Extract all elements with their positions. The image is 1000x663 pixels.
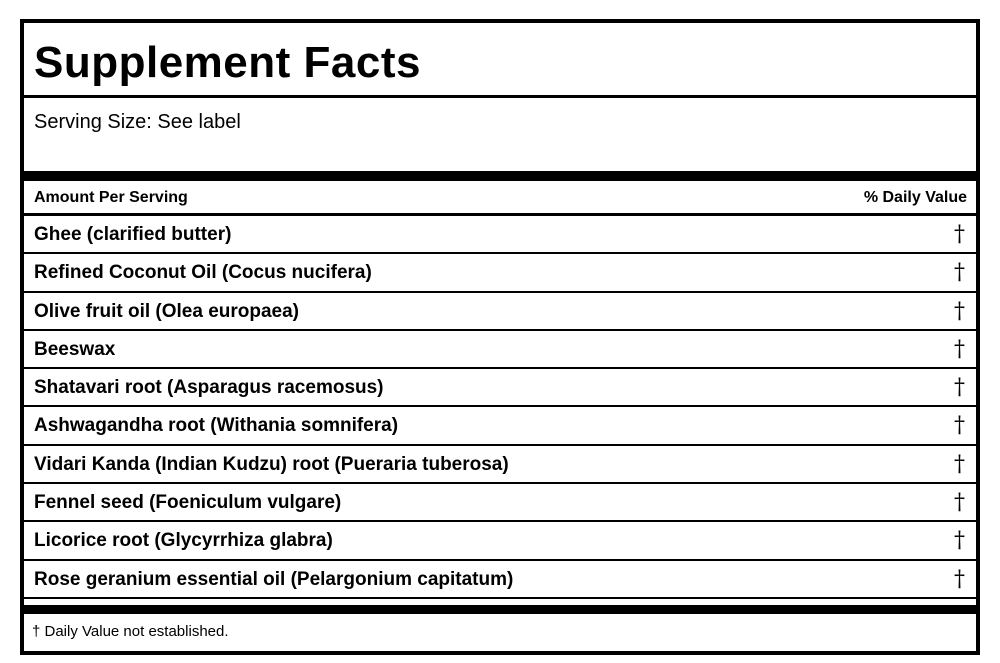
dagger-symbol: † bbox=[954, 222, 965, 247]
ingredient-name: Shatavari root (Asparagus racemosus) bbox=[34, 377, 384, 399]
ingredient-list bbox=[24, 216, 976, 599]
ingredient-name: Refined Coconut Oil (Cocus nucifera) bbox=[34, 262, 372, 284]
thick-divider-top bbox=[24, 171, 976, 181]
ingredient-row bbox=[24, 293, 976, 331]
dagger-symbol: † bbox=[954, 566, 965, 592]
dagger-symbol: † bbox=[954, 413, 965, 439]
dagger-symbol: † bbox=[954, 298, 965, 324]
ingredient-row bbox=[24, 522, 976, 560]
thick-divider-bottom bbox=[24, 605, 976, 614]
ingredient-row bbox=[24, 216, 976, 254]
ingredient-row bbox=[24, 446, 976, 484]
ingredient-row bbox=[24, 331, 976, 369]
panel-title: Supplement Facts bbox=[34, 38, 421, 87]
ingredient-name: Ghee (clarified butter) bbox=[34, 224, 232, 245]
ingredient-name: Ashwagandha root (Withania somnifera) bbox=[34, 415, 399, 437]
ingredient-name: Licorice root (Glycyrrhiza glabra) bbox=[34, 530, 333, 552]
dagger-symbol: † bbox=[954, 528, 965, 554]
ingredient-row bbox=[24, 407, 976, 445]
ingredient-row bbox=[24, 254, 976, 292]
ingredient-row bbox=[24, 484, 976, 522]
footnote-section bbox=[24, 614, 976, 651]
amount-per-serving-header: Amount Per Serving bbox=[34, 189, 188, 206]
title-section bbox=[24, 23, 976, 98]
footnote-text: † Daily Value not established. bbox=[32, 623, 229, 640]
daily-value-header: % Daily Value bbox=[863, 189, 967, 206]
ingredient-name: Rose geranium essential oil (Pelargonium capitatum) bbox=[34, 568, 514, 590]
ingredient-name: Beeswax bbox=[34, 338, 116, 360]
column-header-row bbox=[24, 181, 976, 216]
dagger-symbol: † bbox=[954, 375, 965, 401]
ingredient-name: Fennel seed (Foeniculum vulgare) bbox=[34, 492, 342, 514]
dagger-symbol: † bbox=[954, 490, 965, 516]
ingredient-name: Olive fruit oil (Olea europaea) bbox=[34, 300, 300, 322]
dagger-symbol: † bbox=[954, 336, 965, 362]
dagger-symbol: † bbox=[954, 451, 965, 477]
supplement-facts-panel bbox=[20, 19, 980, 655]
ingredient-row bbox=[24, 561, 976, 599]
serving-section bbox=[24, 98, 976, 172]
serving-size: Serving Size: See label bbox=[34, 111, 241, 133]
ingredient-row bbox=[24, 369, 976, 407]
ingredient-name: Vidari Kanda (Indian Kudzu) root (Pueraria tuberosa) bbox=[34, 453, 509, 475]
dagger-symbol: † bbox=[954, 260, 965, 286]
